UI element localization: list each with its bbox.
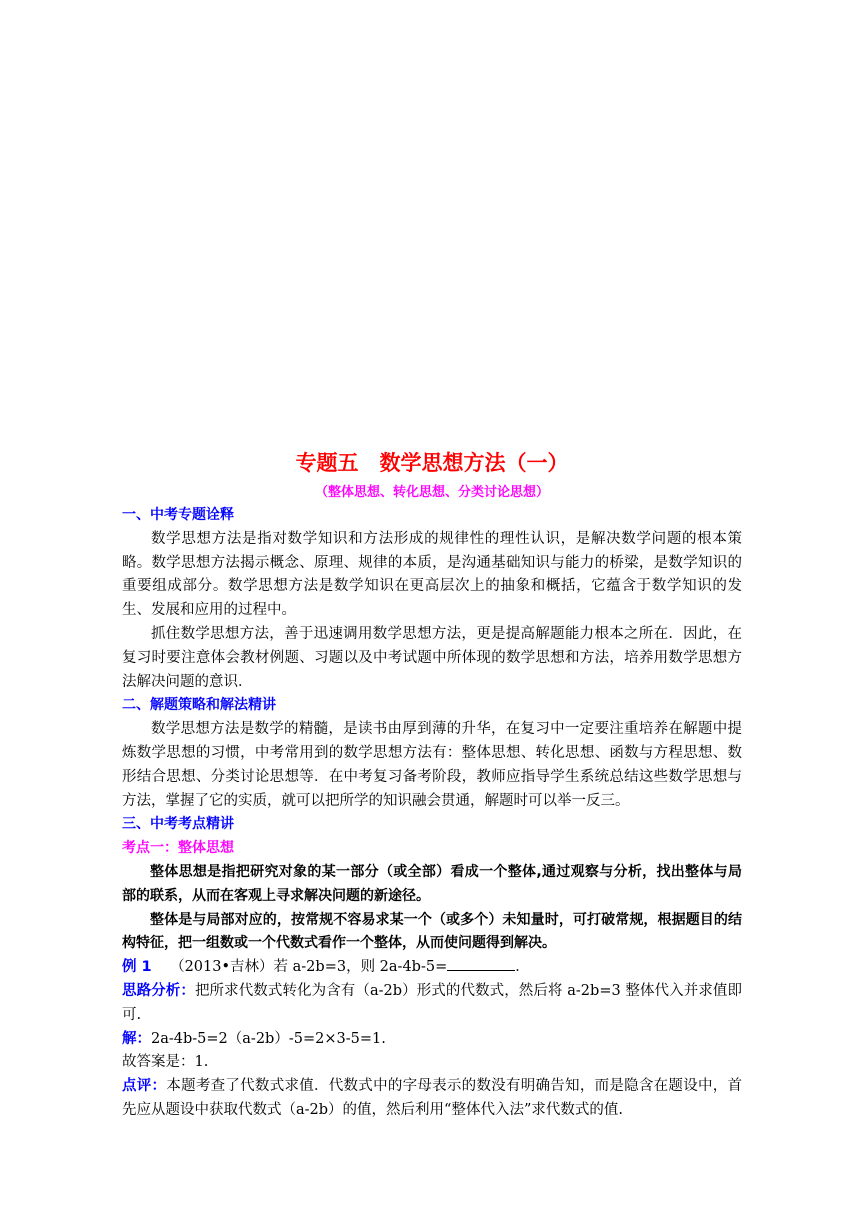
- analysis-text: 把所求代数式转化为含有（a-2b）形式的代数式，然后将 a-2b=3 整体代入并求值即可.: [122, 982, 742, 1023]
- example-question: [122, 956, 742, 980]
- section2-paragraph-1: 数学思想方法是数学的精髓，是读书由厚到薄的升华，在复习中一定要注重培养在解题中提炼数学思想的习惯，中考常用到的数学思想方法有：整体思想、转化思想、函数与方程思想、数形结合思想、分类讨论思想等．在中考复习备考阶段，教师应指导学生系统总结这些数学思想与方法，掌握了它的实质，就可以把所学的知识融会贯通，解题时可以举一反三。: [122, 721, 742, 809]
- comment-text: 本题考查了代数式求值．代数式中的字母表示的数没有明确告知，而是隐含在题设中，首先应从题设中获取代数式（a-2b）的值，然后利用“整体代入法”求代数式的值.: [122, 1078, 743, 1118]
- page-title: 专题五 数学思想方法（一）: [295, 451, 569, 475]
- page-subtitle: （整体思想、转化思想、分类讨论思想）: [314, 485, 549, 500]
- solution-label: 解：: [122, 1030, 151, 1047]
- document-content: [122, 448, 742, 1123]
- section3-heading: 三、中考考点精讲: [122, 816, 234, 833]
- example-question-text: （2013•吉林）若 a-2b=3，则 2a-4b-5=: [170, 959, 448, 976]
- kaodian-heading: 考点一：整体思想: [122, 840, 234, 857]
- answer-blank: [447, 956, 515, 971]
- example-solution: [122, 1028, 742, 1052]
- example-question-end: ．: [515, 959, 530, 976]
- comment-label: 点评：: [122, 1078, 167, 1095]
- example-comment: [122, 1075, 742, 1123]
- analysis-label: 思路分析：: [122, 982, 195, 999]
- section1-heading: 一、中考专题诠释: [122, 507, 234, 523]
- solution-text: 2a-4b-5=2（a-2b）-5=2×3-5=1.: [151, 1030, 386, 1047]
- example-label: 例 1: [122, 959, 152, 976]
- example-analysis: [122, 980, 742, 1028]
- section1-paragraph-2: 抓住数学思想方法，善于迅速调用数学思想方法，更是提高解题能力根本之所在．因此，在复习时要注意体会教材例题、习题以及中考试题中所体现的数学思想和方法，培养用数学思想方法解决问题的意识．: [122, 625, 742, 690]
- example-answer: 故答案是：1.: [122, 1054, 209, 1071]
- section3-paragraph-1: 整体思想是指把研究对象的某一部分（或全部）看成一个整体,通过观察与分析，找出整体与局部的联系，从而在客观上寻求解决问题的新途径。: [122, 863, 742, 904]
- section1-paragraph-1: 数学思想方法是指对数学知识和方法形成的规律性的理性认识，是解决数学问题的根本策略。数学思想方法揭示概念、原理、规律的本质，是沟通基础知识与能力的桥梁，是数学知识的重要组成部分。数学思想方法是数学知识在更高层次上的抽象和概括，它蕴含于数学知识的发生、发展和应用的过程中。: [122, 530, 742, 619]
- section2-heading: 二、解题策略和解法精讲: [122, 697, 276, 714]
- section3-paragraph-2: 整体是与局部对应的，按常规不容易求某一个（或多个）未知量时，可打破常规，根据题目的结构特征，把一组数或一个代数式看作一个整体，从而使问题得到解决。: [122, 911, 742, 952]
